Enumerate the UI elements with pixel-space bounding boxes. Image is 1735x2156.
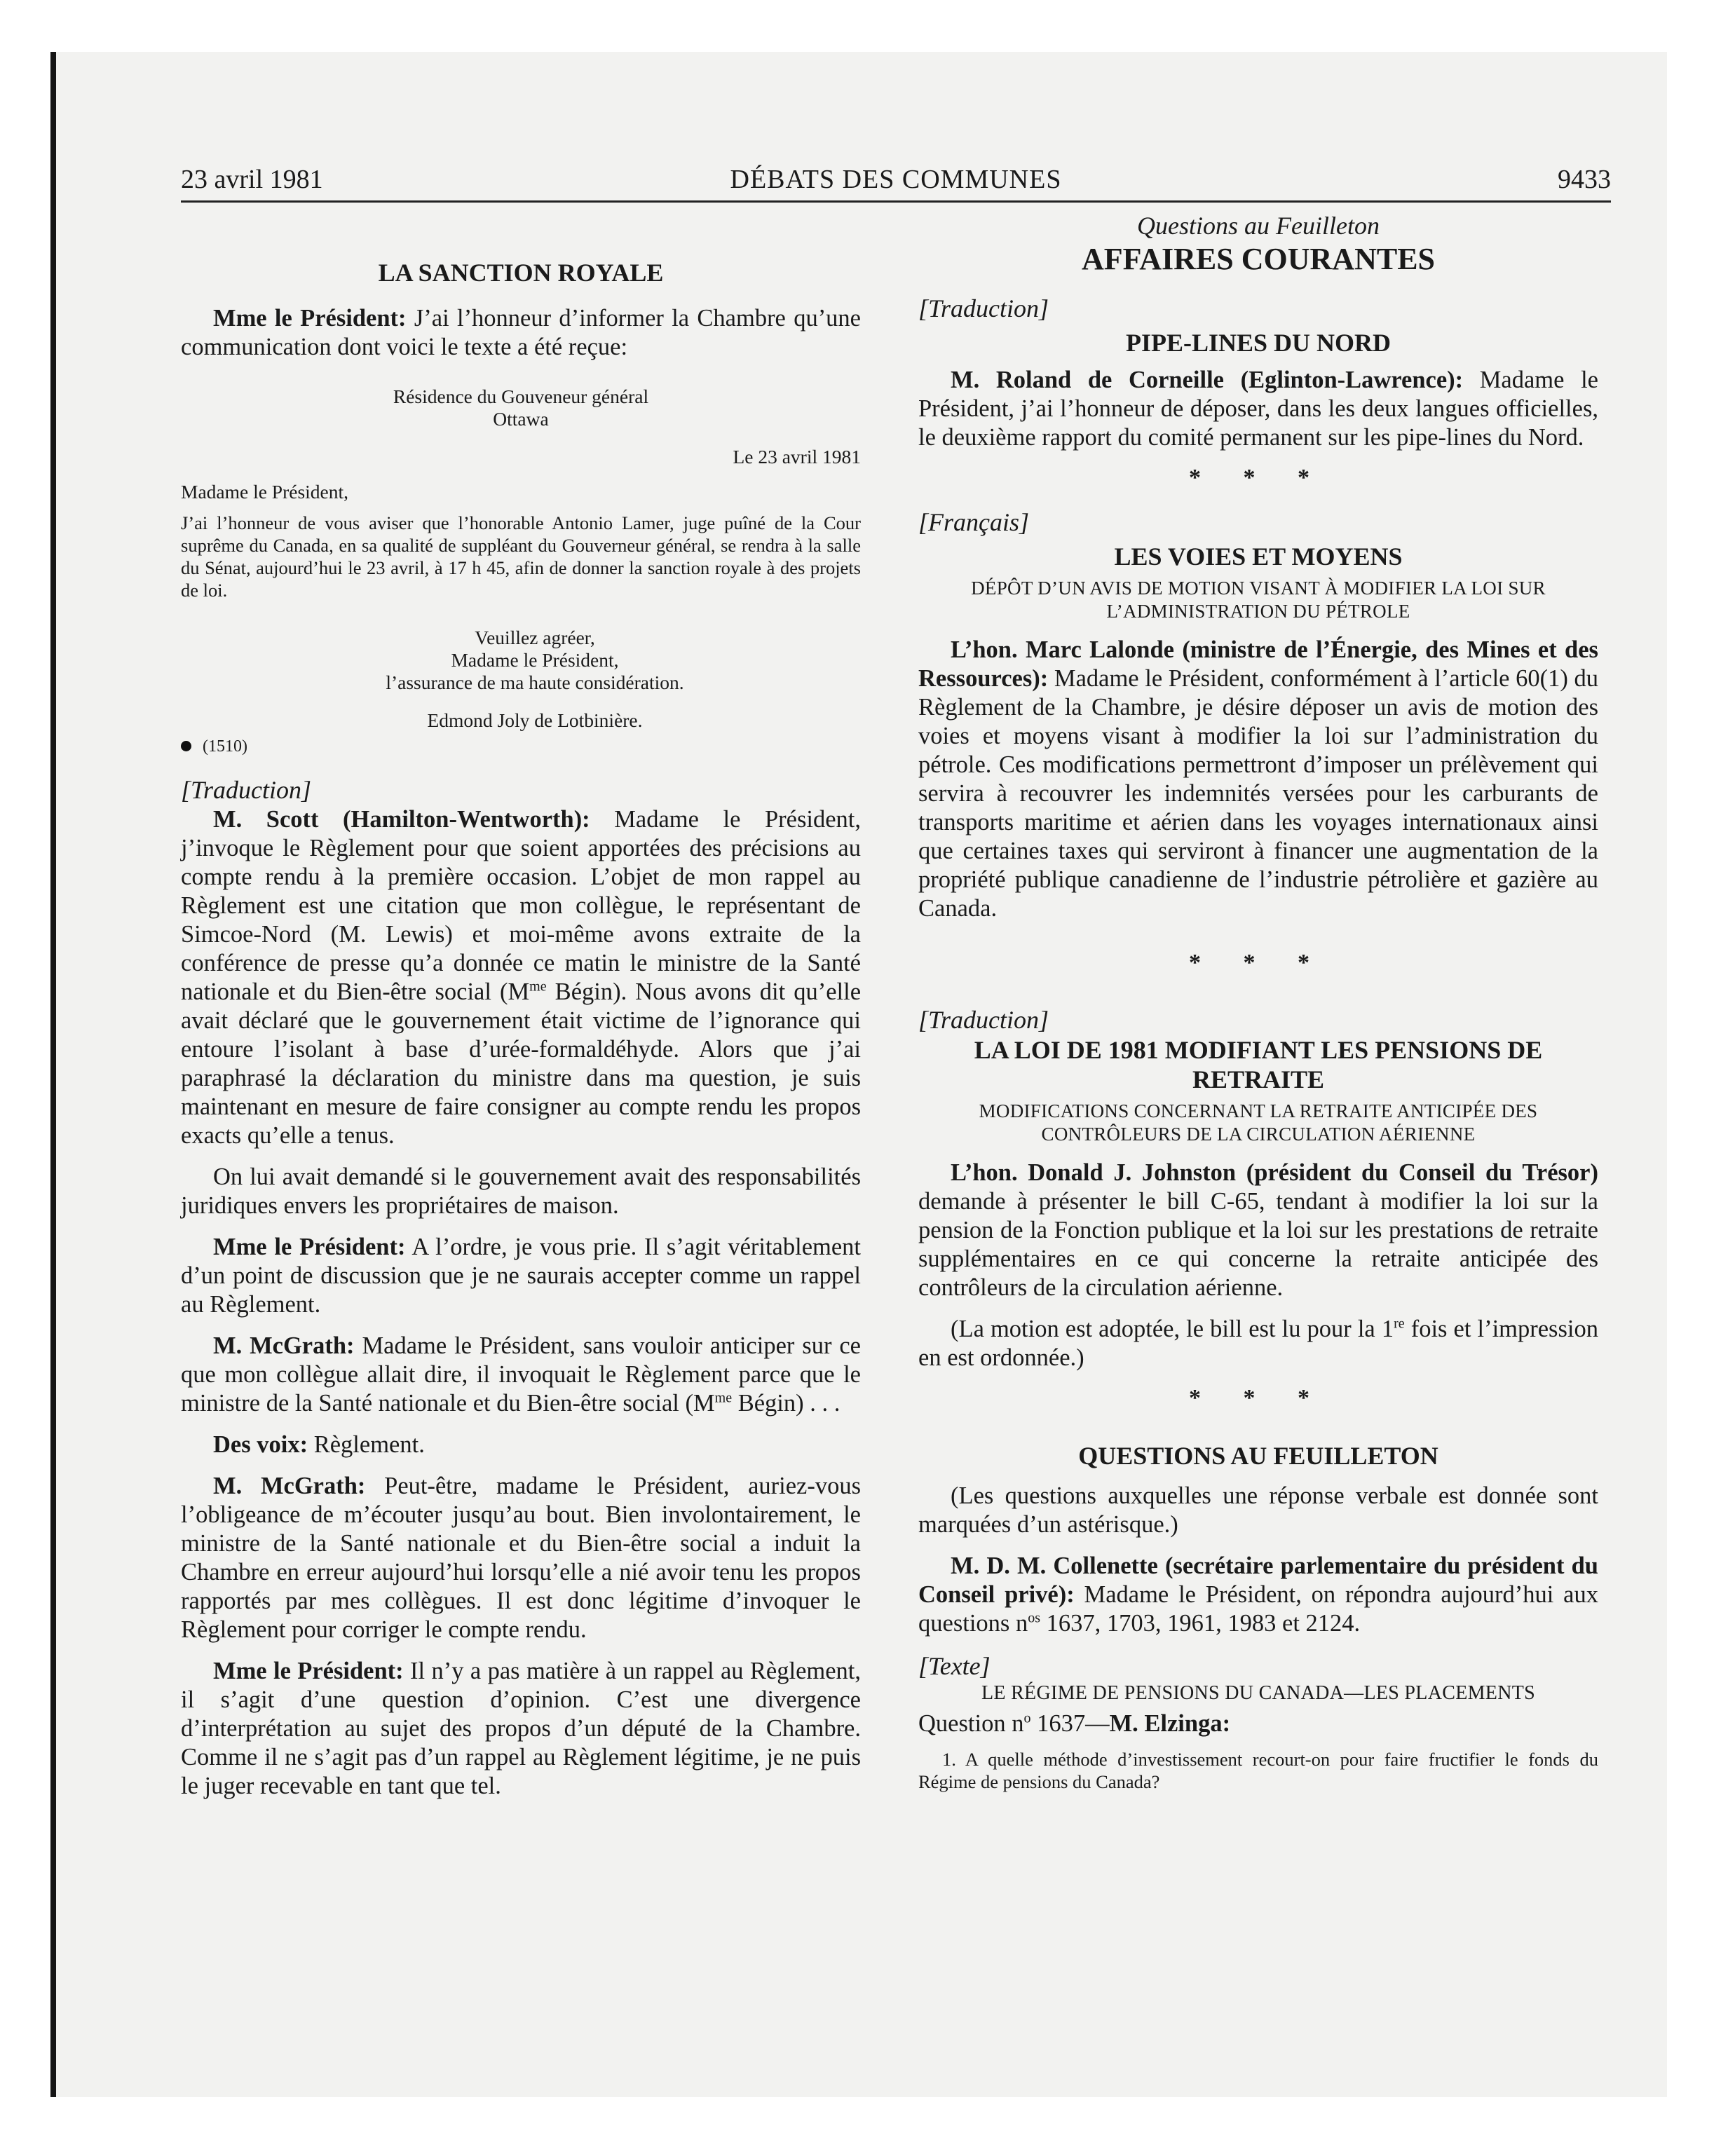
paragraph-motion: (La motion est adoptée, le bill est lu pour la 1re fois et l’impression en est ordonnée.) xyxy=(918,1316,1598,1371)
paragraph-note: (Les questions auxquelles une réponse verbale est donnée sont marquées d’un astérisque.) xyxy=(918,1482,1598,1538)
letter-body: J’ai l’honneur de vous aviser que l’honorable Antonio Lamer, juge puîné de la Cour suprême du Canada, en sa qualité de suppléant du Gouverneur général, se rendra à la salle du Sénat, aujourd’hui le 23 avril, à 17 h 45, afin de donner la sanction royale à des projets de loi. xyxy=(181,512,861,601)
speaker: Des voix: xyxy=(213,1431,308,1458)
section-separator: * * * xyxy=(1189,1385,1328,1411)
section-title-pensions: LA LOI DE 1981 MODIFIANT LES PENSIONS DE RETRAITE xyxy=(974,1036,1543,1093)
speaker: M. Elzinga: xyxy=(1109,1710,1231,1737)
right-column xyxy=(918,210,1598,1793)
letter-signature: Edmond Joly de Lotbinière. xyxy=(427,709,643,731)
section-subtitle: DÉPÔT D’UN AVIS DE MOTION VISANT À MODIFIER LA LOI SUR L’ADMINISTRATION DU PÉTROLE xyxy=(971,578,1546,622)
letter-closing: Veuillez agréer, xyxy=(475,627,595,648)
header-rule xyxy=(181,200,1611,203)
bullet-icon xyxy=(181,741,191,751)
language-tag: [Français] xyxy=(918,508,1030,536)
speaker: M. Roland de Corneille (Eglinton-Lawrence): xyxy=(951,367,1464,393)
section-separator: * * * xyxy=(1189,950,1328,976)
speaker: Mme le Président: xyxy=(213,305,407,332)
paragraph-mcgrath-2: M. McGrath: Peut-être, madame le Président, auriez-vous l’obligeance de m’écouter jusqu’au bout. Bien involontairement, le ministre de la Santé nationale et du Bien-être social a induit la Chambre en erreur aujourd’hui lorsqu’elle a nié avoir tenu les propos rapportés par mes collègues. Il est donc légitime d’invoquer le Règlement pour corriger le compte rendu. xyxy=(181,1473,861,1643)
scan-edge-shadow xyxy=(50,52,56,2097)
letter-city: Ottawa xyxy=(493,408,549,430)
paragraph-president-announcement: Mme le Président: J’ai l’honneur d’informer la Chambre qu’une communication dont voici le texte a été reçue: xyxy=(181,305,861,360)
speaker: M. McGrath: xyxy=(213,1473,366,1499)
question-line: Question $n^o$ 1637—M. Elzinga: xyxy=(918,1710,1231,1737)
section-title-questions: QUESTIONS AU FEUILLETON xyxy=(1078,1442,1438,1470)
speaker: L’hon. Marc Lalonde (ministre de l’Énergie, des Mines et des Ressources): xyxy=(918,636,1598,692)
paragraph-des-voix: Des voix: Règlement. xyxy=(213,1431,425,1458)
paragraph-johnston: L’hon. Donald J. Johnston (président du Conseil du Trésor) demande à présenter le bill C-65, tendant à modifier la loi sur la pension de la Fonction publique et la loi sur les prestations de retraite supplémentaires en ce qui concerne la retraite anticipée des contrôleurs de la circulation aérienne. xyxy=(918,1159,1598,1301)
header-page-number: 9433 xyxy=(1558,165,1611,194)
header-date: 23 avril 1981 xyxy=(181,165,323,194)
time-marker: (1510) xyxy=(181,737,861,756)
letter-closing: l’assurance de ma haute considération. xyxy=(386,671,684,693)
section-subtitle: LE RÉGIME DE PENSIONS DU CANADA—LES PLACEMENTS xyxy=(981,1682,1536,1704)
letter-date: Le 23 avril 1981 xyxy=(733,446,861,468)
header-publication: DÉBATS DES COMMUNES xyxy=(730,165,1062,194)
paragraph-question: On lui avait demandé si le gouvernement avait des responsabilités juridiques envers les propriétaires de maison. xyxy=(181,1164,861,1219)
speaker: Mme le Président: xyxy=(213,1234,406,1260)
paragraph-corneille: M. Roland de Corneille (Eglinton-Lawrence): Madame le Président, j’ai l’honneur de déposer, dans les deux langues officielles, le deuxième rapport du comité permanent sur les pipe-lines du Nord. xyxy=(918,367,1598,451)
section-title-sanction-royale: LA SANCTION ROYALE xyxy=(378,259,664,287)
section-subtitle: MODIFICATIONS CONCERNANT LA RETRAITE ANTICIPÉE DES CONTRÔLEURS DE LA CIRCULATION AÉRIENNE xyxy=(979,1100,1538,1145)
translation-tag: [Traduction] xyxy=(918,294,1049,322)
section-separator: * * * xyxy=(1189,465,1328,491)
speaker: M. Scott (Hamilton-Wentworth): xyxy=(213,806,590,833)
translation-tag: [Traduction] xyxy=(181,776,312,804)
paragraph-mcgrath-1: M. McGrath: Madame le Président, sans vouloir anticiper sur ce que mon collègue allait dire, il invoquait le Règlement parce que le ministre de la Santé nationale et du Bien-être social ($M^{me}$ Bégin) . . . xyxy=(181,1332,861,1417)
speaker: L’hon. Donald J. Johnston (président du Conseil du Trésor) xyxy=(951,1159,1598,1186)
letter-salutation: Madame le Président, xyxy=(181,481,349,503)
paragraph-scott: M. Scott (Hamilton-Wentworth): Madame le Président, j’invoque le Règlement pour que soient apportées des précisions au compte rendu à la première occasion. L’objet de mon rappel au Règlement est une citation que mon collègue, le représentant de Simcoe-Nord (M. Lewis) et moi-même avons extraite de la conférence de presse qu’a donnée ce matin le ministre de la Santé nationale et du Bien-être social ($M^{me}$ Bégin). Nous avons dit qu’elle avait déclaré que le gouvernement était victime de l’ignorance qui entoure l’isolant à base d’urée-formaldéhyde. Alors que j’ai paraphrasé la déclaration du ministre dans ma question, je suis maintenant en mesure de faire consigner au compte rendu les propos exacts qu’elle a tenus. xyxy=(181,806,862,1149)
running-head: Questions au Feuilleton xyxy=(1137,212,1380,240)
speaker: M. McGrath: xyxy=(213,1332,355,1359)
royal-letter xyxy=(181,386,861,732)
question-item: 1. A quelle méthode d’investissement recourt-on pour faire fructifier le fonds du Régime de pensions du Canada? xyxy=(918,1749,1598,1792)
left-column xyxy=(181,210,861,1813)
text-tag: [Texte] xyxy=(918,1652,991,1680)
main-title: AFFAIRES COURANTES xyxy=(1081,242,1436,276)
paragraph-president-order: Mme le Président: A l’ordre, je vous prie. Il s’agit véritablement d’un point de discussion que je ne saurais accepter comme un rappel au Règlement. xyxy=(181,1234,861,1318)
speaker: Mme le Président: xyxy=(213,1658,404,1684)
speaker: M. D. M. Collenette (secrétaire parlementaire du président du Conseil privé): xyxy=(918,1553,1598,1608)
page-header xyxy=(181,164,1611,199)
letter-address: Résidence du Gouveneur général xyxy=(393,386,649,407)
paragraph-lalonde: L’hon. Marc Lalonde (ministre de l’Énergie, des Mines et des Ressources): Madame le Président, conformément à l’article 60(1) du Règlement de la Chambre, je désire déposer un avis de motion des voies et moyens visant à modifier la loi sur l’administration du pétrole. Ces modifications permettront d’imposer un prélèvement qui servira à recouvrer les indemnités versées pour les carburants de transports maritime et aérien dans les voyages internationaux ainsi que certaines taxes qui serviront à financer une augmentation de la propriété publique canadienne de l’industrie pétrolière et gazière au Canada. xyxy=(918,636,1598,922)
letter-closing: Madame le Président, xyxy=(451,649,619,671)
section-title-voies-moyens: LES VOIES ET MOYENS xyxy=(1114,543,1403,571)
section-title-pipelines: PIPE-LINES DU NORD xyxy=(1125,329,1392,357)
paragraph-collenette: M. D. M. Collenette (secrétaire parlementaire du président du Conseil privé): Madame le Président, on répondra aujourd’hui aux questions $n^{os}$ 1637, 1703, 1961, 1983 et 2124. xyxy=(918,1553,1598,1637)
paragraph-president-ruling: Mme le Président: Il n’y a pas matière à un rappel au Règlement, il s’agit d’une question d’opinion. C’est une divergence d’interprétation au sujet des propos d’un député de la Chambre. Comme il ne s’agit pas d’un rappel au Règlement légitime, je ne puis le juger recevable en tant que tel. xyxy=(181,1658,862,1799)
translation-tag: [Traduction] xyxy=(918,1006,1049,1034)
